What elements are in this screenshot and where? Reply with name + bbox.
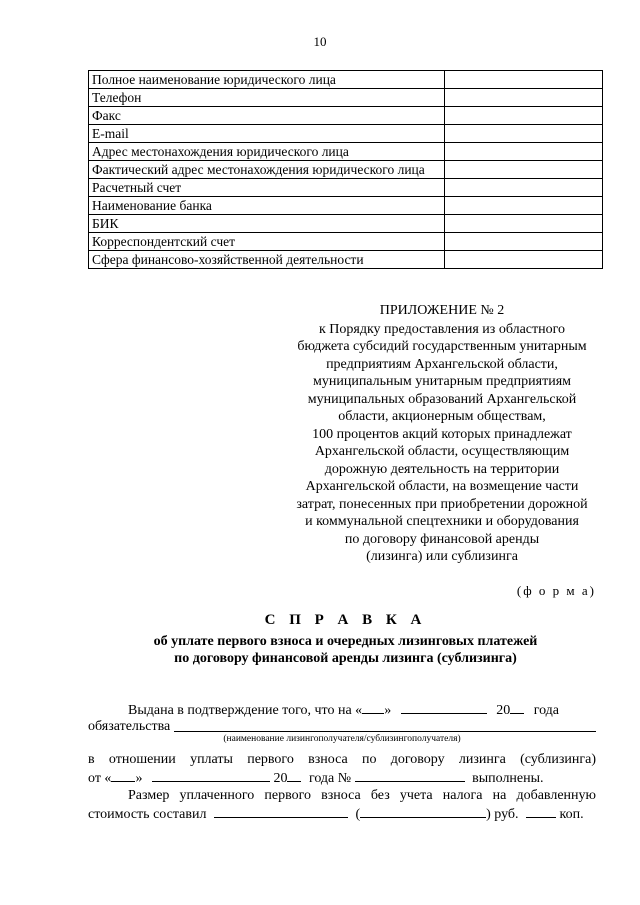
appendix-title: ПРИЛОЖЕНИЕ № 2: [379, 303, 505, 318]
field-value[interactable]: [445, 233, 603, 251]
table-row: [89, 89, 603, 107]
appendix-line: Архангельской области, на возмещение части: [305, 479, 579, 494]
appendix-line: бюджета субсидий государственным унитарным: [297, 339, 587, 354]
document-heading: [88, 612, 603, 667]
body-line-4: от « » 20 года № выполнены.: [88, 768, 596, 787]
field-value[interactable]: [445, 215, 603, 233]
body-line-1: Выдана в подтверждение того, что на « » 20 года: [88, 700, 596, 719]
appendix-block: [268, 302, 616, 566]
contract-number-blank[interactable]: [355, 768, 465, 782]
contract-month-blank[interactable]: [152, 768, 270, 782]
field-label: Факс: [89, 107, 445, 125]
field-value[interactable]: [445, 251, 603, 269]
field-label: Расчетный счет: [89, 179, 445, 197]
body-line-6: стоимость составил ( ) руб. коп.: [88, 804, 596, 823]
field-label: БИК: [89, 215, 445, 233]
appendix-line: и коммунальной спецтехники и оборудования: [305, 514, 579, 529]
field-label: Сфера финансово-хозяйственной деятельности: [89, 251, 445, 269]
field-label: Фактический адрес местонахождения юридического лица: [89, 161, 445, 179]
appendix-line: затрат, понесенных при приобретении дорожной: [296, 496, 588, 512]
appendix-line: дорожную деятельность на территории: [324, 461, 560, 477]
table-row: [89, 251, 603, 269]
field-label: E-mail: [89, 125, 445, 143]
table-row: [89, 143, 603, 161]
appendix-line: по договору финансовой аренды: [344, 531, 540, 547]
table-row: [89, 161, 603, 179]
kopecks-blank[interactable]: [526, 804, 556, 818]
appendix-line: области, акционерным обществам,: [338, 409, 546, 424]
field-value[interactable]: [445, 71, 603, 89]
table-row: [89, 197, 603, 215]
amount-words-blank[interactable]: [360, 804, 486, 818]
field-value[interactable]: [445, 107, 603, 125]
lessee-caption: (наименование лизингополучателя/сублизингополучателя): [223, 734, 461, 744]
field-label: Телефон: [89, 89, 445, 107]
field-label: Адрес местонахождения юридического лица: [89, 143, 445, 161]
field-value[interactable]: [445, 89, 603, 107]
appendix-line: 100 процентов акций которых принадлежат: [312, 426, 572, 442]
day-blank[interactable]: [362, 700, 384, 714]
body-line-3: в отношении уплаты первого взноса по договору лизинга (сублизинга): [88, 752, 596, 767]
field-label: Корреспондентский счет: [89, 233, 445, 251]
field-value[interactable]: [445, 125, 603, 143]
appendix-line: муниципальных образований Архангельской: [307, 391, 577, 407]
table-row: [89, 215, 603, 233]
field-value[interactable]: [445, 197, 603, 215]
document-title: С П Р А В К А: [264, 612, 427, 628]
table-row: [89, 107, 603, 125]
field-value[interactable]: [445, 143, 603, 161]
appendix-text: [268, 321, 616, 566]
lessee-name-blank[interactable]: [174, 718, 596, 732]
appendix-line: муниципальным унитарным предприятиям: [312, 374, 571, 389]
month-blank[interactable]: [401, 700, 487, 714]
table-row: [89, 233, 603, 251]
field-label: Наименование банка: [89, 197, 445, 215]
field-label: Полное наименование юридического лица: [89, 71, 445, 89]
requisites-table: [88, 70, 603, 269]
body-line-5: Размер уплаченного первого взноса без учета налога на добавленную: [128, 788, 596, 803]
field-value[interactable]: [445, 179, 603, 197]
appendix-line: предприятиям Архангельской области,: [326, 356, 558, 372]
year-blank[interactable]: [510, 700, 524, 714]
appendix-line: (лизинга) или сублизинга: [366, 549, 518, 564]
document-subtitle-2: по договору финансовой аренды лизинга (сублизинга): [174, 651, 517, 666]
contract-year-blank[interactable]: [287, 768, 301, 782]
appendix-line: к Порядку предоставления из областного: [318, 321, 566, 337]
page-number: 10: [313, 34, 327, 49]
table-row: [89, 179, 603, 197]
form-label: (ф о р м а): [516, 583, 596, 598]
document-subtitle-1: об уплате первого взноса и очередных лизинговых платежей: [153, 634, 538, 649]
field-value[interactable]: [445, 161, 603, 179]
body-line-2: обязательства: [88, 718, 596, 735]
table-row: [89, 125, 603, 143]
contract-day-blank[interactable]: [111, 768, 135, 782]
table-row: [89, 71, 603, 89]
appendix-line: Архангельской области, осуществляющим: [314, 444, 570, 459]
amount-digits-blank[interactable]: [214, 804, 348, 818]
